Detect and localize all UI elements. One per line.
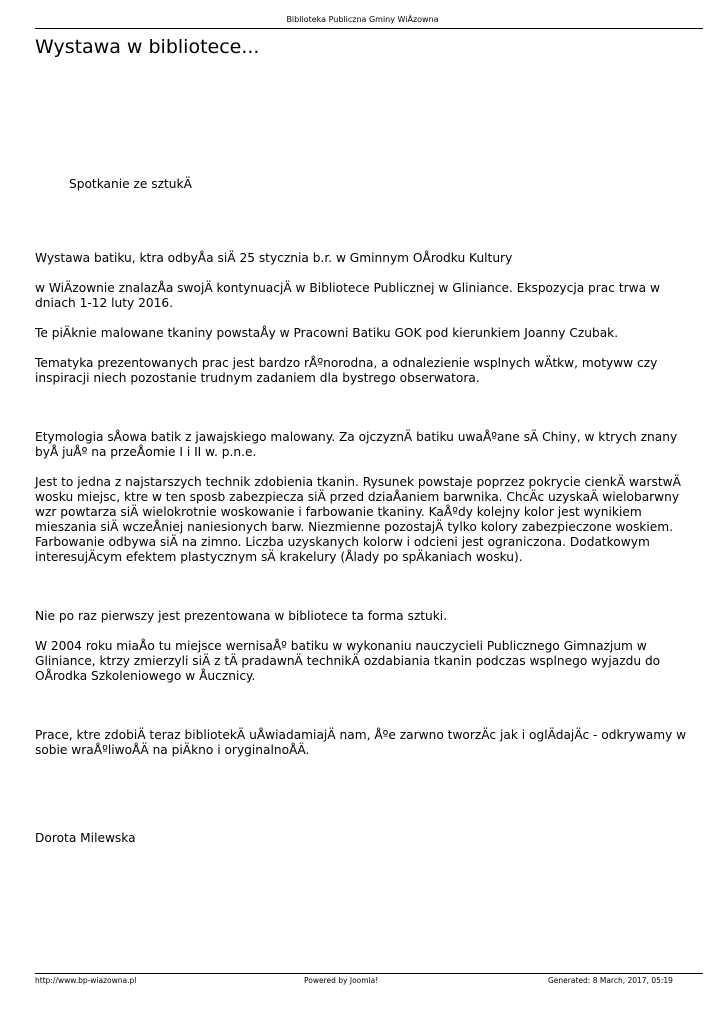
paragraph: Wystawa batiku, ktra odbyÅa siÄ 25 stycznia b.r. w Gminnym OÅrodku Kultury: [35, 251, 513, 265]
article-body: [35, 104, 695, 963]
box-glyph: [35, 919, 695, 934]
box-glyph: [35, 341, 695, 356]
footer-generated: Generated: 8 March, 2017, 05:19: [548, 976, 673, 985]
author-name: Dorota Milewska: [35, 831, 136, 845]
bottom-divider: [35, 973, 703, 974]
paragraph: Jest to jedna z najstarszych technik zdobienia tkanin. Rysunek powstaje poprzez pokrycie cienkÄ warstwÄ wosku miejsc, ktre w ten sposb zabezpiecza siÄ przed dziaÅaniem barwnika. ChcÄc uzyskaÄ wielobarwny wzr powtarza siÄ wielokrotnie woskowanie i farbowanie tkaniny. KaÅºdy kolejny kolor jest wynikiem mieszania siÄ wczeÅniej naniesionych barw. Niezmienne pozostajÄ tylko kolory zabezpieczone woskiem. Farbowanie odbywa siÄ na zimno. Liczba uzyskanych kolorw i odcieni jest ograniczona. Dodatkowym interesujÄcym efektem plastycznym sÄ krakelury (Ålady po spÄkaniach wosku).: [35, 475, 681, 564]
paragraph: Tematyka prezentowanych prac jest bardzo rÅºnorodna, a odnalezienie wsplnych wÄtkw, motyww czy inspiracji niech pozostanie trudnym zadaniem dla bystrego obserwatora.: [35, 356, 658, 385]
article-title: Wystawa w bibliotece...: [35, 36, 260, 58]
box-glyph: [35, 162, 695, 177]
paragraph: W 2004 roku miaÅo tu miejsce wernisaÅº batiku w wykonaniu nauczycieli Publicznego Gimnazjum w Gliniance, ktrzy zmierzyli siÄ z tÄ pradawnÄ technikÄ ozdabiania tkanin podczas wsplnego wyjazdu do OÅrodka Szkoleniowego w Åucznicy.: [35, 639, 661, 683]
box-glyph: [35, 311, 695, 326]
box-glyph: [35, 221, 695, 236]
footer-url: http://www.bp-wiazowna.pl: [35, 976, 137, 985]
box-glyph: [35, 415, 695, 430]
box-glyph: [35, 133, 695, 148]
paragraph: Prace, ktre zdobiÄ teraz bibliotekÄ uÅwiadamiajÄ nam, Åºe zarwno tworzÄc jak i oglÄdajÄc - odkrywamy w sobie wraÅºliwoÅÄ na piÄkno i oryginalnoÅÄ.: [35, 728, 687, 757]
box-glyph: [35, 594, 695, 609]
box-glyph: [35, 713, 695, 728]
box-glyph: [35, 192, 695, 207]
box-glyph: [35, 816, 695, 831]
paragraph: w WiÄzownie znalazÅa swojÄ kontynuacjÄ w Bibliotece Publicznej w Gliniance. Ekspozycja prac trwa w dniach 1-12 luty 2016.: [35, 281, 660, 310]
box-glyph: [35, 236, 695, 251]
top-divider: [35, 28, 703, 29]
box-glyph: [35, 890, 695, 905]
footer-powered: Powered by Joomla!: [304, 976, 379, 985]
box-glyph: [35, 386, 695, 401]
box-glyph: [35, 104, 695, 119]
box-glyph: [35, 772, 695, 787]
box-glyph: [35, 684, 695, 699]
paragraph: Nie po raz pierwszy jest prezentowana w bibliotece ta forma sztuki.: [35, 609, 448, 623]
paragraph: Etymologia sÅowa batik z jawajskiego malowany. Za ojczyznÄ batiku uwaÅºane sÄ Chiny, w ktrych znany byÅ juÅº na przeÅomie I i II w. p.n.e.: [35, 430, 678, 459]
site-header: Biblioteka Publiczna Gminy WiÄzowna: [286, 15, 439, 24]
box-glyph: [35, 846, 695, 861]
box-glyph: [35, 266, 695, 281]
box-glyph: [35, 875, 695, 890]
article-subtitle: Spotkanie ze sztukÄ: [69, 177, 192, 191]
box-glyph: [35, 565, 695, 580]
box-glyph: [35, 460, 695, 475]
box-glyph: [35, 948, 695, 963]
box-glyph: [35, 624, 695, 639]
paragraph: Te piÄknie malowane tkaniny powstaÅy w Pracowni Batiku GOK pod kierunkiem Joanny Czubak.: [35, 326, 619, 340]
box-glyph: [35, 801, 695, 816]
